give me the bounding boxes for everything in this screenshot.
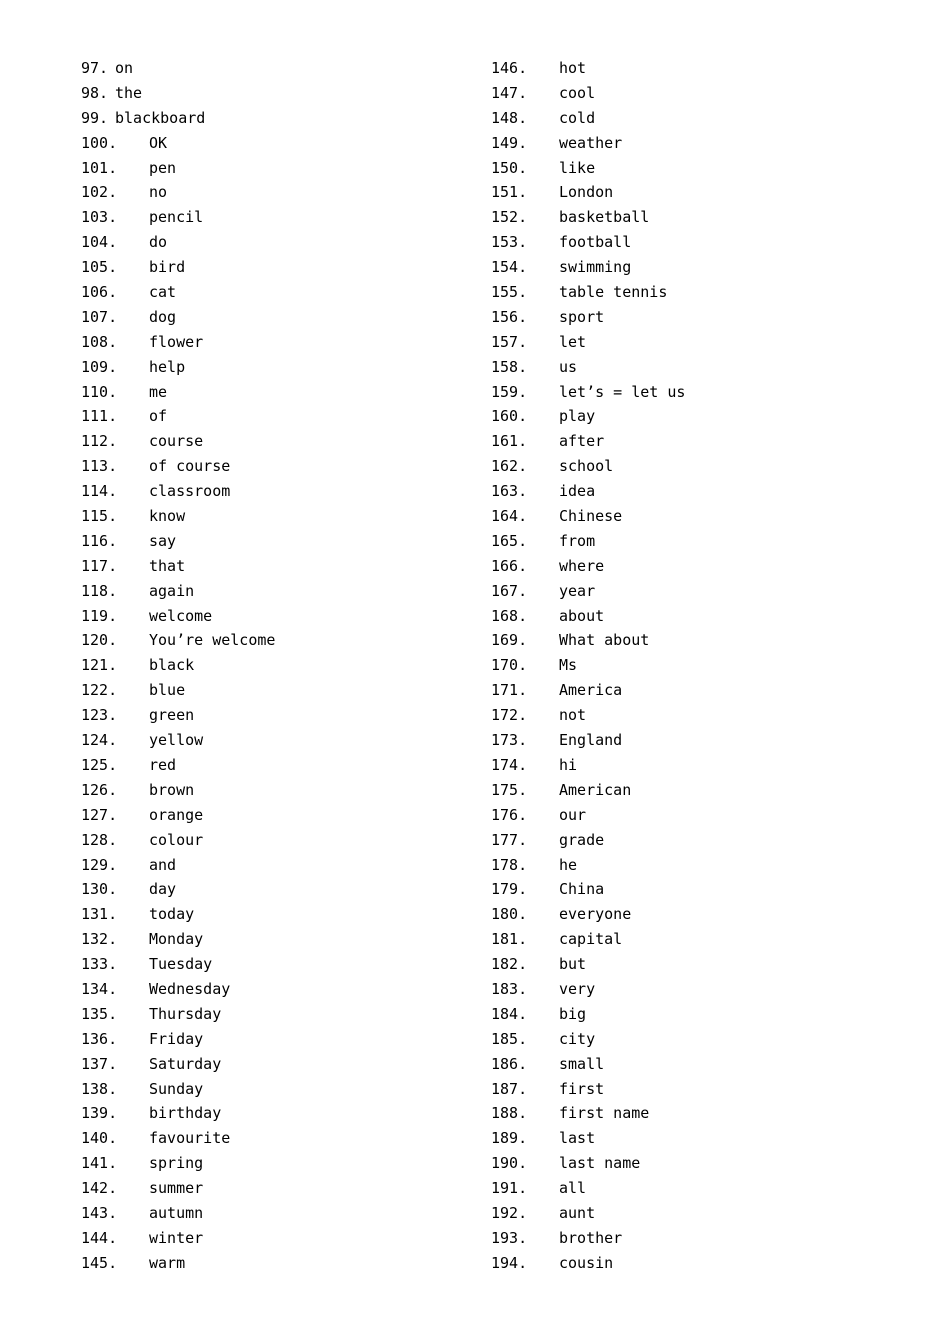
vocab-item	[491, 902, 891, 927]
vocab-item	[491, 106, 891, 131]
item-number: 190.	[491, 1154, 528, 1173]
vocab-item	[491, 803, 891, 828]
item-word: England	[559, 731, 623, 750]
vocab-item	[81, 454, 471, 479]
item-number: 97.	[81, 59, 109, 77]
item-number: 126.	[81, 780, 118, 799]
item-word: first	[559, 1079, 605, 1098]
vocab-item	[491, 454, 891, 479]
vocab-item	[81, 1002, 471, 1027]
item-word: classroom	[149, 482, 231, 501]
vocab-item	[491, 703, 891, 728]
item-word: about	[559, 606, 605, 625]
item-word: let	[559, 332, 587, 351]
item-word: blue	[149, 681, 186, 700]
vocab-item	[491, 355, 891, 380]
item-number: 180.	[491, 905, 528, 924]
item-word: Sunday	[149, 1079, 204, 1098]
item-word: year	[559, 581, 596, 600]
vocab-item	[81, 803, 471, 828]
vocab-item	[81, 554, 471, 579]
vocab-item	[491, 1176, 891, 1201]
vocab-item	[81, 1201, 471, 1226]
vocab-item	[491, 927, 891, 952]
item-number: 127.	[81, 805, 118, 824]
item-number: 118.	[81, 581, 118, 600]
item-word: day	[149, 880, 177, 899]
item-number: 173.	[491, 731, 528, 750]
vocab-item	[81, 728, 471, 753]
item-number: 172.	[491, 706, 528, 725]
item-word: play	[559, 407, 596, 426]
item-word: but	[559, 955, 587, 974]
item-number: 130.	[81, 880, 118, 899]
item-number: 107.	[81, 307, 118, 326]
vocab-item	[81, 156, 471, 181]
vocab-item	[81, 56, 471, 81]
vocab-item	[81, 230, 471, 255]
item-number: 157.	[491, 332, 528, 351]
vocab-item	[81, 1052, 471, 1077]
item-number: 138.	[81, 1079, 118, 1098]
item-word: brown	[149, 780, 195, 799]
item-word: yellow	[149, 731, 204, 750]
item-word: spring	[149, 1154, 204, 1173]
item-word: red	[149, 755, 177, 774]
vocab-item	[491, 952, 891, 977]
item-word: welcome	[149, 606, 213, 625]
item-word: idea	[559, 482, 596, 501]
vocab-item	[491, 977, 891, 1002]
item-word: dog	[149, 307, 177, 326]
item-number: 185.	[491, 1029, 528, 1048]
item-word: Wednesday	[149, 979, 231, 998]
item-word: and	[149, 855, 177, 874]
item-word: me	[149, 382, 168, 401]
item-word: everyone	[559, 905, 632, 924]
item-word: today	[149, 905, 195, 924]
vocab-item	[491, 156, 891, 181]
item-number: 144.	[81, 1228, 118, 1247]
item-number: 149.	[491, 133, 528, 152]
vocab-item	[81, 504, 471, 529]
vocab-item	[81, 604, 471, 629]
item-number: 136.	[81, 1029, 118, 1048]
vocab-item	[81, 977, 471, 1002]
item-number: 175.	[491, 780, 528, 799]
item-number: 102.	[81, 183, 118, 202]
vocab-item	[491, 131, 891, 156]
item-word: not	[559, 706, 587, 725]
vocab-item	[81, 653, 471, 678]
item-word: black	[149, 656, 195, 675]
vocab-item	[491, 1201, 891, 1226]
item-word: very	[559, 979, 596, 998]
item-word: help	[149, 357, 186, 376]
item-word: let’s = let us	[559, 382, 686, 401]
item-word: grade	[559, 830, 605, 849]
item-number: 141.	[81, 1154, 118, 1173]
vocab-item	[81, 131, 471, 156]
item-number: 163.	[491, 482, 528, 501]
vocab-item	[491, 853, 891, 878]
item-word: small	[559, 1054, 605, 1073]
item-number: 167.	[491, 581, 528, 600]
item-number: 124.	[81, 731, 118, 750]
item-number: 98.	[81, 83, 109, 102]
vocab-item	[491, 205, 891, 230]
item-word: birthday	[149, 1104, 222, 1123]
item-number: 160.	[491, 407, 528, 426]
item-number: 148.	[491, 108, 528, 127]
vocab-item	[491, 753, 891, 778]
item-number: 137.	[81, 1054, 118, 1073]
item-word: know	[149, 507, 186, 526]
item-word: say	[149, 531, 177, 550]
item-word: the	[115, 83, 143, 102]
item-number: 164.	[491, 507, 528, 526]
item-number: 156.	[491, 307, 528, 326]
item-word: orange	[149, 805, 204, 824]
item-word: brother	[559, 1228, 623, 1247]
vocab-list-right	[491, 56, 891, 1276]
vocab-item	[491, 330, 891, 355]
item-word: flower	[149, 332, 204, 351]
item-word: Monday	[149, 930, 204, 949]
vocab-item	[491, 180, 891, 205]
item-number: 182.	[491, 955, 528, 974]
item-number: 119.	[81, 606, 118, 625]
item-word: American	[559, 780, 632, 799]
vocab-item	[81, 927, 471, 952]
vocab-item	[81, 753, 471, 778]
vocab-item	[81, 330, 471, 355]
item-word: blackboard	[115, 108, 206, 127]
item-word: our	[559, 805, 587, 824]
vocab-item	[81, 877, 471, 902]
vocab-item	[81, 828, 471, 853]
item-word: pencil	[149, 208, 204, 227]
item-number: 125.	[81, 755, 118, 774]
item-number: 179.	[491, 880, 528, 899]
item-number: 153.	[491, 233, 528, 252]
item-word: Chinese	[559, 507, 623, 526]
vocab-item	[81, 902, 471, 927]
vocab-item	[81, 1151, 471, 1176]
vocab-item	[491, 305, 891, 330]
vocab-item	[81, 703, 471, 728]
item-number: 184.	[491, 1004, 528, 1023]
item-number: 122.	[81, 681, 118, 700]
vocab-item	[491, 81, 891, 106]
item-word: OK	[149, 133, 168, 152]
item-number: 188.	[491, 1104, 528, 1123]
vocab-item	[491, 653, 891, 678]
item-word: hot	[559, 59, 587, 77]
vocab-item	[81, 205, 471, 230]
item-number: 159.	[491, 382, 528, 401]
vocab-item	[81, 106, 471, 131]
item-word: What about	[559, 631, 650, 650]
item-word: like	[559, 158, 596, 177]
item-number: 135.	[81, 1004, 118, 1023]
item-word: summer	[149, 1179, 204, 1198]
item-word: autumn	[149, 1203, 204, 1222]
item-number: 194.	[491, 1253, 528, 1272]
vocab-item	[81, 255, 471, 280]
item-word: cold	[559, 108, 596, 127]
item-number: 150.	[491, 158, 528, 177]
item-number: 151.	[491, 183, 528, 202]
vocab-item	[491, 1101, 891, 1126]
item-number: 142.	[81, 1179, 118, 1198]
item-number: 120.	[81, 631, 118, 650]
item-word: sport	[559, 307, 605, 326]
item-word: us	[559, 357, 578, 376]
vocab-item	[81, 81, 471, 106]
vocab-item	[491, 504, 891, 529]
vocab-item	[81, 579, 471, 604]
vocab-item	[81, 355, 471, 380]
vocab-item	[81, 1077, 471, 1102]
item-number: 123.	[81, 706, 118, 725]
item-number: 131.	[81, 905, 118, 924]
item-word: aunt	[559, 1203, 596, 1222]
vocab-item	[81, 1126, 471, 1151]
vocab-item	[491, 429, 891, 454]
vocab-item	[491, 1027, 891, 1052]
vocab-item	[81, 180, 471, 205]
item-word: of	[149, 407, 168, 426]
vocab-item	[81, 305, 471, 330]
item-word: last	[559, 1129, 596, 1148]
item-number: 147.	[491, 83, 528, 102]
vocab-item	[491, 1052, 891, 1077]
item-word: You’re welcome	[149, 631, 276, 650]
item-number: 174.	[491, 755, 528, 774]
vocab-item	[81, 404, 471, 429]
item-word: pen	[149, 158, 177, 177]
vocab-item	[491, 380, 891, 405]
item-number: 128.	[81, 830, 118, 849]
item-word: swimming	[559, 258, 632, 277]
item-number: 171.	[491, 681, 528, 700]
item-number: 146.	[491, 59, 528, 77]
item-number: 166.	[491, 556, 528, 575]
vocab-item	[491, 678, 891, 703]
item-number: 105.	[81, 258, 118, 277]
item-word: Tuesday	[149, 955, 213, 974]
item-number: 181.	[491, 930, 528, 949]
item-word: Ms	[559, 656, 578, 675]
item-number: 115.	[81, 507, 118, 526]
item-word: football	[559, 233, 632, 252]
item-word: Friday	[149, 1029, 204, 1048]
vocab-item	[81, 628, 471, 653]
item-word: China	[559, 880, 605, 899]
item-word: no	[149, 183, 168, 202]
item-number: 145.	[81, 1253, 118, 1272]
vocab-item	[491, 404, 891, 429]
item-word: colour	[149, 830, 204, 849]
vocab-item	[491, 1226, 891, 1251]
item-number: 183.	[491, 979, 528, 998]
item-word: capital	[559, 930, 623, 949]
vocab-item	[491, 479, 891, 504]
vocab-item	[81, 853, 471, 878]
item-number: 186.	[491, 1054, 528, 1073]
item-number: 178.	[491, 855, 528, 874]
vocab-item	[81, 1176, 471, 1201]
item-number: 101.	[81, 158, 118, 177]
item-word: warm	[149, 1253, 186, 1272]
item-word: all	[559, 1179, 587, 1198]
item-number: 140.	[81, 1129, 118, 1148]
vocab-item	[491, 828, 891, 853]
vocab-item	[81, 1226, 471, 1251]
vocab-item	[491, 778, 891, 803]
item-number: 176.	[491, 805, 528, 824]
item-word: city	[559, 1029, 596, 1048]
item-number: 168.	[491, 606, 528, 625]
item-number: 193.	[491, 1228, 528, 1247]
item-number: 134.	[81, 979, 118, 998]
vocab-item	[491, 230, 891, 255]
item-number: 116.	[81, 531, 118, 550]
item-word: America	[559, 681, 623, 700]
vocab-item	[81, 778, 471, 803]
item-word: favourite	[149, 1129, 231, 1148]
item-number: 109.	[81, 357, 118, 376]
item-number: 192.	[491, 1203, 528, 1222]
item-word: that	[149, 556, 186, 575]
item-number: 158.	[491, 357, 528, 376]
vocab-item	[491, 877, 891, 902]
item-number: 121.	[81, 656, 118, 675]
item-number: 103.	[81, 208, 118, 227]
item-number: 154.	[491, 258, 528, 277]
item-number: 104.	[81, 233, 118, 252]
vocab-item	[491, 529, 891, 554]
vocab-item	[491, 280, 891, 305]
vocab-item	[81, 1101, 471, 1126]
item-word: table tennis	[559, 283, 668, 302]
item-word: cat	[149, 283, 177, 302]
item-word: bird	[149, 258, 186, 277]
item-word: green	[149, 706, 195, 725]
item-word: Saturday	[149, 1054, 222, 1073]
vocab-item	[491, 579, 891, 604]
vocab-item	[491, 1077, 891, 1102]
item-number: 117.	[81, 556, 118, 575]
item-number: 170.	[491, 656, 528, 675]
item-number: 139.	[81, 1104, 118, 1123]
item-word: again	[149, 581, 195, 600]
item-number: 189.	[491, 1129, 528, 1148]
item-number: 106.	[81, 283, 118, 302]
item-word: last name	[559, 1154, 641, 1173]
vocab-item	[491, 1151, 891, 1176]
item-number: 177.	[491, 830, 528, 849]
item-word: cool	[559, 83, 596, 102]
item-number: 114.	[81, 482, 118, 501]
vocab-item	[81, 380, 471, 405]
item-number: 155.	[491, 283, 528, 302]
vocab-item	[491, 255, 891, 280]
item-word: on	[115, 59, 134, 77]
item-word: weather	[559, 133, 623, 152]
item-word: course	[149, 432, 204, 451]
item-word: London	[559, 183, 614, 202]
vocab-item	[81, 678, 471, 703]
vocab-item	[491, 56, 891, 81]
item-number: 113.	[81, 457, 118, 476]
vocab-item	[491, 1126, 891, 1151]
item-number: 165.	[491, 531, 528, 550]
item-word: Thursday	[149, 1004, 222, 1023]
item-number: 133.	[81, 955, 118, 974]
item-number: 169.	[491, 631, 528, 650]
item-number: 161.	[491, 432, 528, 451]
item-number: 162.	[491, 457, 528, 476]
item-word: first name	[559, 1104, 650, 1123]
item-word: winter	[149, 1228, 204, 1247]
vocab-item	[81, 529, 471, 554]
item-number: 187.	[491, 1079, 528, 1098]
vocab-item	[81, 280, 471, 305]
item-word: he	[559, 855, 578, 874]
item-number: 152.	[491, 208, 528, 227]
item-number: 100.	[81, 133, 118, 152]
item-word: school	[559, 457, 614, 476]
vocab-item	[491, 554, 891, 579]
vocab-item	[491, 728, 891, 753]
item-word: of course	[149, 457, 231, 476]
item-number: 99.	[81, 108, 109, 127]
vocab-item	[491, 1251, 891, 1276]
vocab-item	[491, 604, 891, 629]
vocab-item	[81, 1027, 471, 1052]
item-number: 110.	[81, 382, 118, 401]
vocab-item	[81, 429, 471, 454]
item-word: basketball	[559, 208, 650, 227]
item-number: 191.	[491, 1179, 528, 1198]
item-word: cousin	[559, 1253, 614, 1272]
item-number: 129.	[81, 855, 118, 874]
item-number: 112.	[81, 432, 118, 451]
vocab-item	[491, 1002, 891, 1027]
item-number: 108.	[81, 332, 118, 351]
vocab-list-left	[81, 56, 471, 1276]
vocab-item	[81, 479, 471, 504]
item-word: where	[559, 556, 605, 575]
item-word: hi	[559, 755, 578, 774]
vocab-item	[81, 952, 471, 977]
item-word: do	[149, 233, 168, 252]
vocab-item	[81, 1251, 471, 1276]
item-word: after	[559, 432, 605, 451]
item-word: big	[559, 1004, 587, 1023]
item-number: 143.	[81, 1203, 118, 1222]
item-number: 132.	[81, 930, 118, 949]
item-word: from	[559, 531, 596, 550]
vocab-item	[491, 628, 891, 653]
item-number: 111.	[81, 407, 118, 426]
